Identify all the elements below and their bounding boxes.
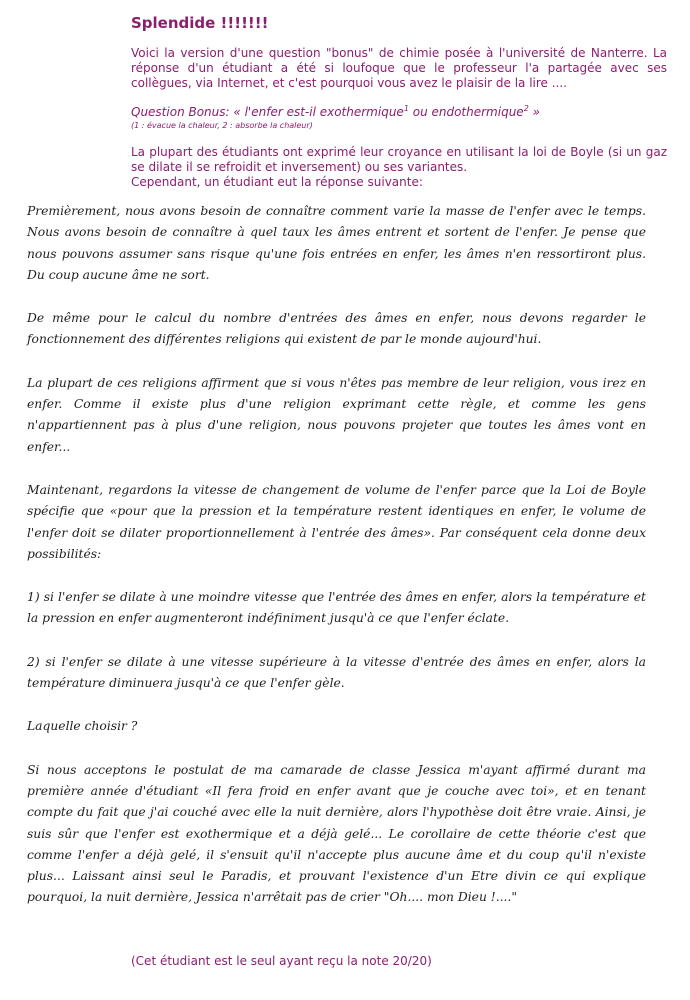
question-tail: » xyxy=(528,105,541,119)
intro-section xyxy=(131,14,667,190)
answer-paragraph: Premièrement, nous avons besoin de connaître comment varie la masse de l'enfer avec le temps. Nous avons besoin de connaître à quel taux les âmes entrent et sortent de l'enfer. Je pense que nous pouvons assumer sans risque qu'une fois entrées en enfer, les âmes n'en ressortiront plus. Du coup aucune âme ne sort. xyxy=(27,204,646,282)
footnote-marker-1: 1 xyxy=(403,104,409,113)
context-transition: Cependant, un étudiant eut la réponse suivante: xyxy=(131,175,423,189)
context-paragraph: La plupart des étudiants ont exprimé leur croyance en utilisant la loi de Boyle (si un gaz se dilate il se refroidit et inversement) ou ses variantes. xyxy=(131,145,667,174)
answer-paragraph: Laquelle choisir ? xyxy=(27,719,138,734)
bonus-question xyxy=(131,105,667,120)
answer-paragraph: Si nous acceptons le postulat de ma camarade de classe Jessica m'ayant affirmé durant ma première année d'étudiant «Il fera froid en enfer avant que je couche avec toi», et en tenant compte du fait que j'ai couché avec elle la nuit dernière, alors l'hypothèse doit être vraie. Ainsi, je suis sûr que l'enfer est exothermique et a déjà gelé... Le corollaire de cette théorie c'est que comme l'enfer a déjà gelé, il s'ensuit qu'il n'accepte plus aucune âme et du coup qu'il n'existe plus... Laissant ainsi seul le Paradis, et prouvant l'existence d'un Etre divin ce qui explique pourquoi, la nuit dernière, Jessica n'arrêtait pas de crier "Oh.... mon Dieu !...." xyxy=(27,762,646,905)
answer-paragraph: De même pour le calcul du nombre d'entrées des âmes en enfer, nous devons regarder le fonctionnement des différentes religions qui existent de par le monde aujourd'hui. xyxy=(27,311,646,347)
question-mid: ou endothermique xyxy=(408,105,524,119)
student-answer xyxy=(27,201,646,931)
intro-paragraph: Voici la version d'une question "bonus" de chimie posée à l'université de Nanterre. La réponse d'un étudiant a été si loufoque que le professeur l'a partagée avec ses collègues, via Internet, et c'est pourquoi vous avez le plaisir de la lire .... xyxy=(131,46,667,90)
question-lead: Question Bonus: « l'enfer est-il exothermique xyxy=(131,105,404,119)
answer-paragraph: Maintenant, regardons la vitesse de changement de volume de l'enfer parce que la Loi de Boyle spécifie que «pour que la pression et la température restent identiques en enfer, le volume de l'enfer doit se dilater proportionnellement à l'entrée des âmes». Par conséquent cela donne deux possibilités: xyxy=(27,482,646,561)
answer-paragraph: La plupart de ces religions affirment que si vous n'êtes pas membre de leur religion, vous irez en enfer. Comme il existe plus d'une religion exprimant cette règle, et comme les gens n'appartiennent pas à plus d'une religion, nous pouvons projeter que toutes les âmes vont en enfer... xyxy=(27,375,646,454)
page-title: Splendide !!!!!!! xyxy=(131,14,269,32)
question-footnote: (1 : évacue la chaleur, 2 : absorbe la chaleur) xyxy=(131,121,313,130)
closing-note: (Cet étudiant est le seul ayant reçu la note 20/20) xyxy=(131,954,432,968)
answer-paragraph: 1) si l'enfer se dilate à une moindre vitesse que l'entrée des âmes en enfer, alors la température et la pression en enfer augmenteront indéfiniment jusqu'à ce que l'enfer éclate. xyxy=(27,590,646,626)
answer-paragraph: 2) si l'enfer se dilate à une vitesse supérieure à la vitesse d'entrée des âmes en enfer, alors la température diminuera jusqu'à ce que l'enfer gèle. xyxy=(27,654,646,691)
footnote-marker-2: 2 xyxy=(523,104,529,113)
